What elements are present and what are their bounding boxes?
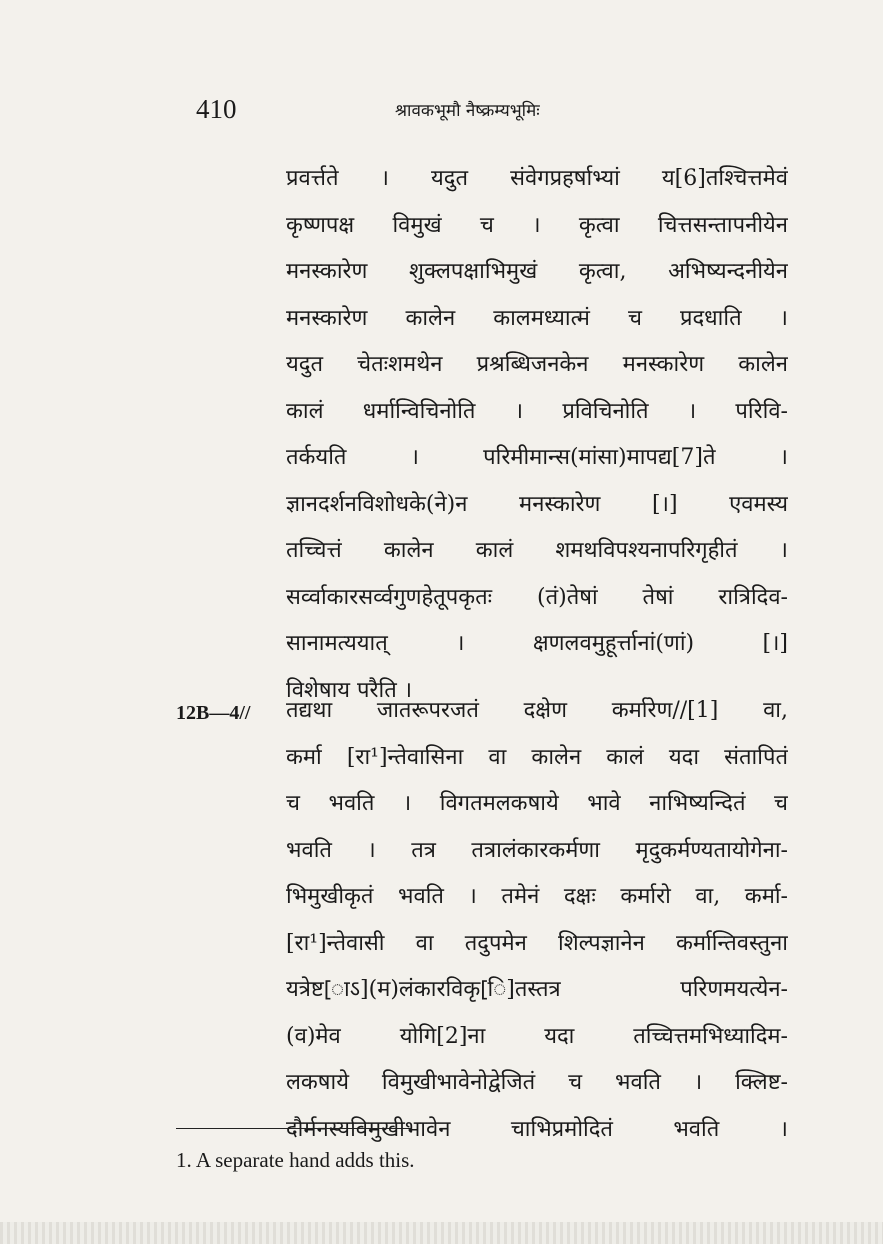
text-line: प्रवर्त्तते । यदुत संवेगप्रहर्षाभ्यां य[6]तश्चित्तमेवं [286,166,788,191]
text-line: तर्कयति । परिमीमान्स(मांसा)माप‌द्य[7]ते । [286,445,788,470]
text-line: मनस्कारेण शुक्लपक्षाभिमुखं कृत्वा, अभिष्यन्दनीयेन [286,259,788,284]
text-line: कालं धर्मान्विचिनोति । प्रविचिनोति । परिवि- [286,398,788,424]
text-line: सानामत्ययात् । क्षणलवमुहूर्त्तानां(णां) [।] [286,631,788,656]
text-line: लकषाये विमुखीभावेनोद्वेजितं च भवति । क्लिष्ट- [286,1070,788,1095]
text-line: च भवति । विगतमलकषाये भावे नाभिष्यन्दितं च [286,791,788,816]
text-line: यदुत चेतःशमथेन प्रश्रब्धिजनकेन मनस्कारेण कालेन [286,352,788,377]
text-line: कृष्णपक्ष विमुखं च । कृत्वा चित्तसन्तापनीयेन [286,212,788,238]
footnote: 1. A separate hand adds this. [176,1148,415,1172]
scan-edge [0,1222,883,1244]
passage-2 [286,688,788,1153]
text-line: तद्यथा जातरूपरजतं दक्षेण कर्मारेण//[1] वा, [286,698,788,723]
passage-1 [286,156,788,714]
page-number: 410 [196,94,237,124]
text-line: (व)मेव योगि[2]ना यदा तच्चित्तमभिध्यादिम- [286,1023,788,1049]
text-line: कर्मा [रा¹]न्तेवासिना वा कालेन कालं यदा संतापितं [286,744,788,770]
text-line: तच्चित्तं कालेन कालं शमथविपश्यनापरिगृहीतं । [286,538,788,563]
text-line: भवति । तत्र तत्रालंकारकर्मणा मृदुकर्मण्यतायोगेना- [286,837,788,863]
text-line: ज्ञानदर्शनविशोधके(ने)न मनस्कारेण [।] एवमस्य [286,491,788,517]
text-line: दौर्मनस्यविमुखीभावेन चाभिप्रमोदितं भवति । [286,1116,788,1142]
text-line: मनस्कारेण कालेन कालमध्यात्मं च प्रदधाति । [286,305,788,331]
running-head: श्रावकभूमौ नैष्क्रम्यभूमिः [395,101,540,121]
text-line: यत्रेष्ट[ाऽ](म)लंकारविकृ[ि]तस्तत्र परिणमयत्येन- [286,977,788,1002]
text-line: विशेषाय परैति । [286,677,413,703]
folio-marker: 12B—4// [176,702,251,724]
text-line: भिमुखीकृतं भवति । तमेनं दक्षः कर्मारो वा, कर्मा- [286,884,788,909]
text-line: सर्व्वाकारसर्व्वगुणहेतूपकृतः (तं)तेषां तेषां रात्रिदिव- [286,584,788,610]
text-line: [रा¹]न्तेवासी वा तदुपमेन शिल्पज्ञानेन कर्मान्तिवस्तुना [286,930,788,956]
footnote-divider [176,1128,412,1129]
